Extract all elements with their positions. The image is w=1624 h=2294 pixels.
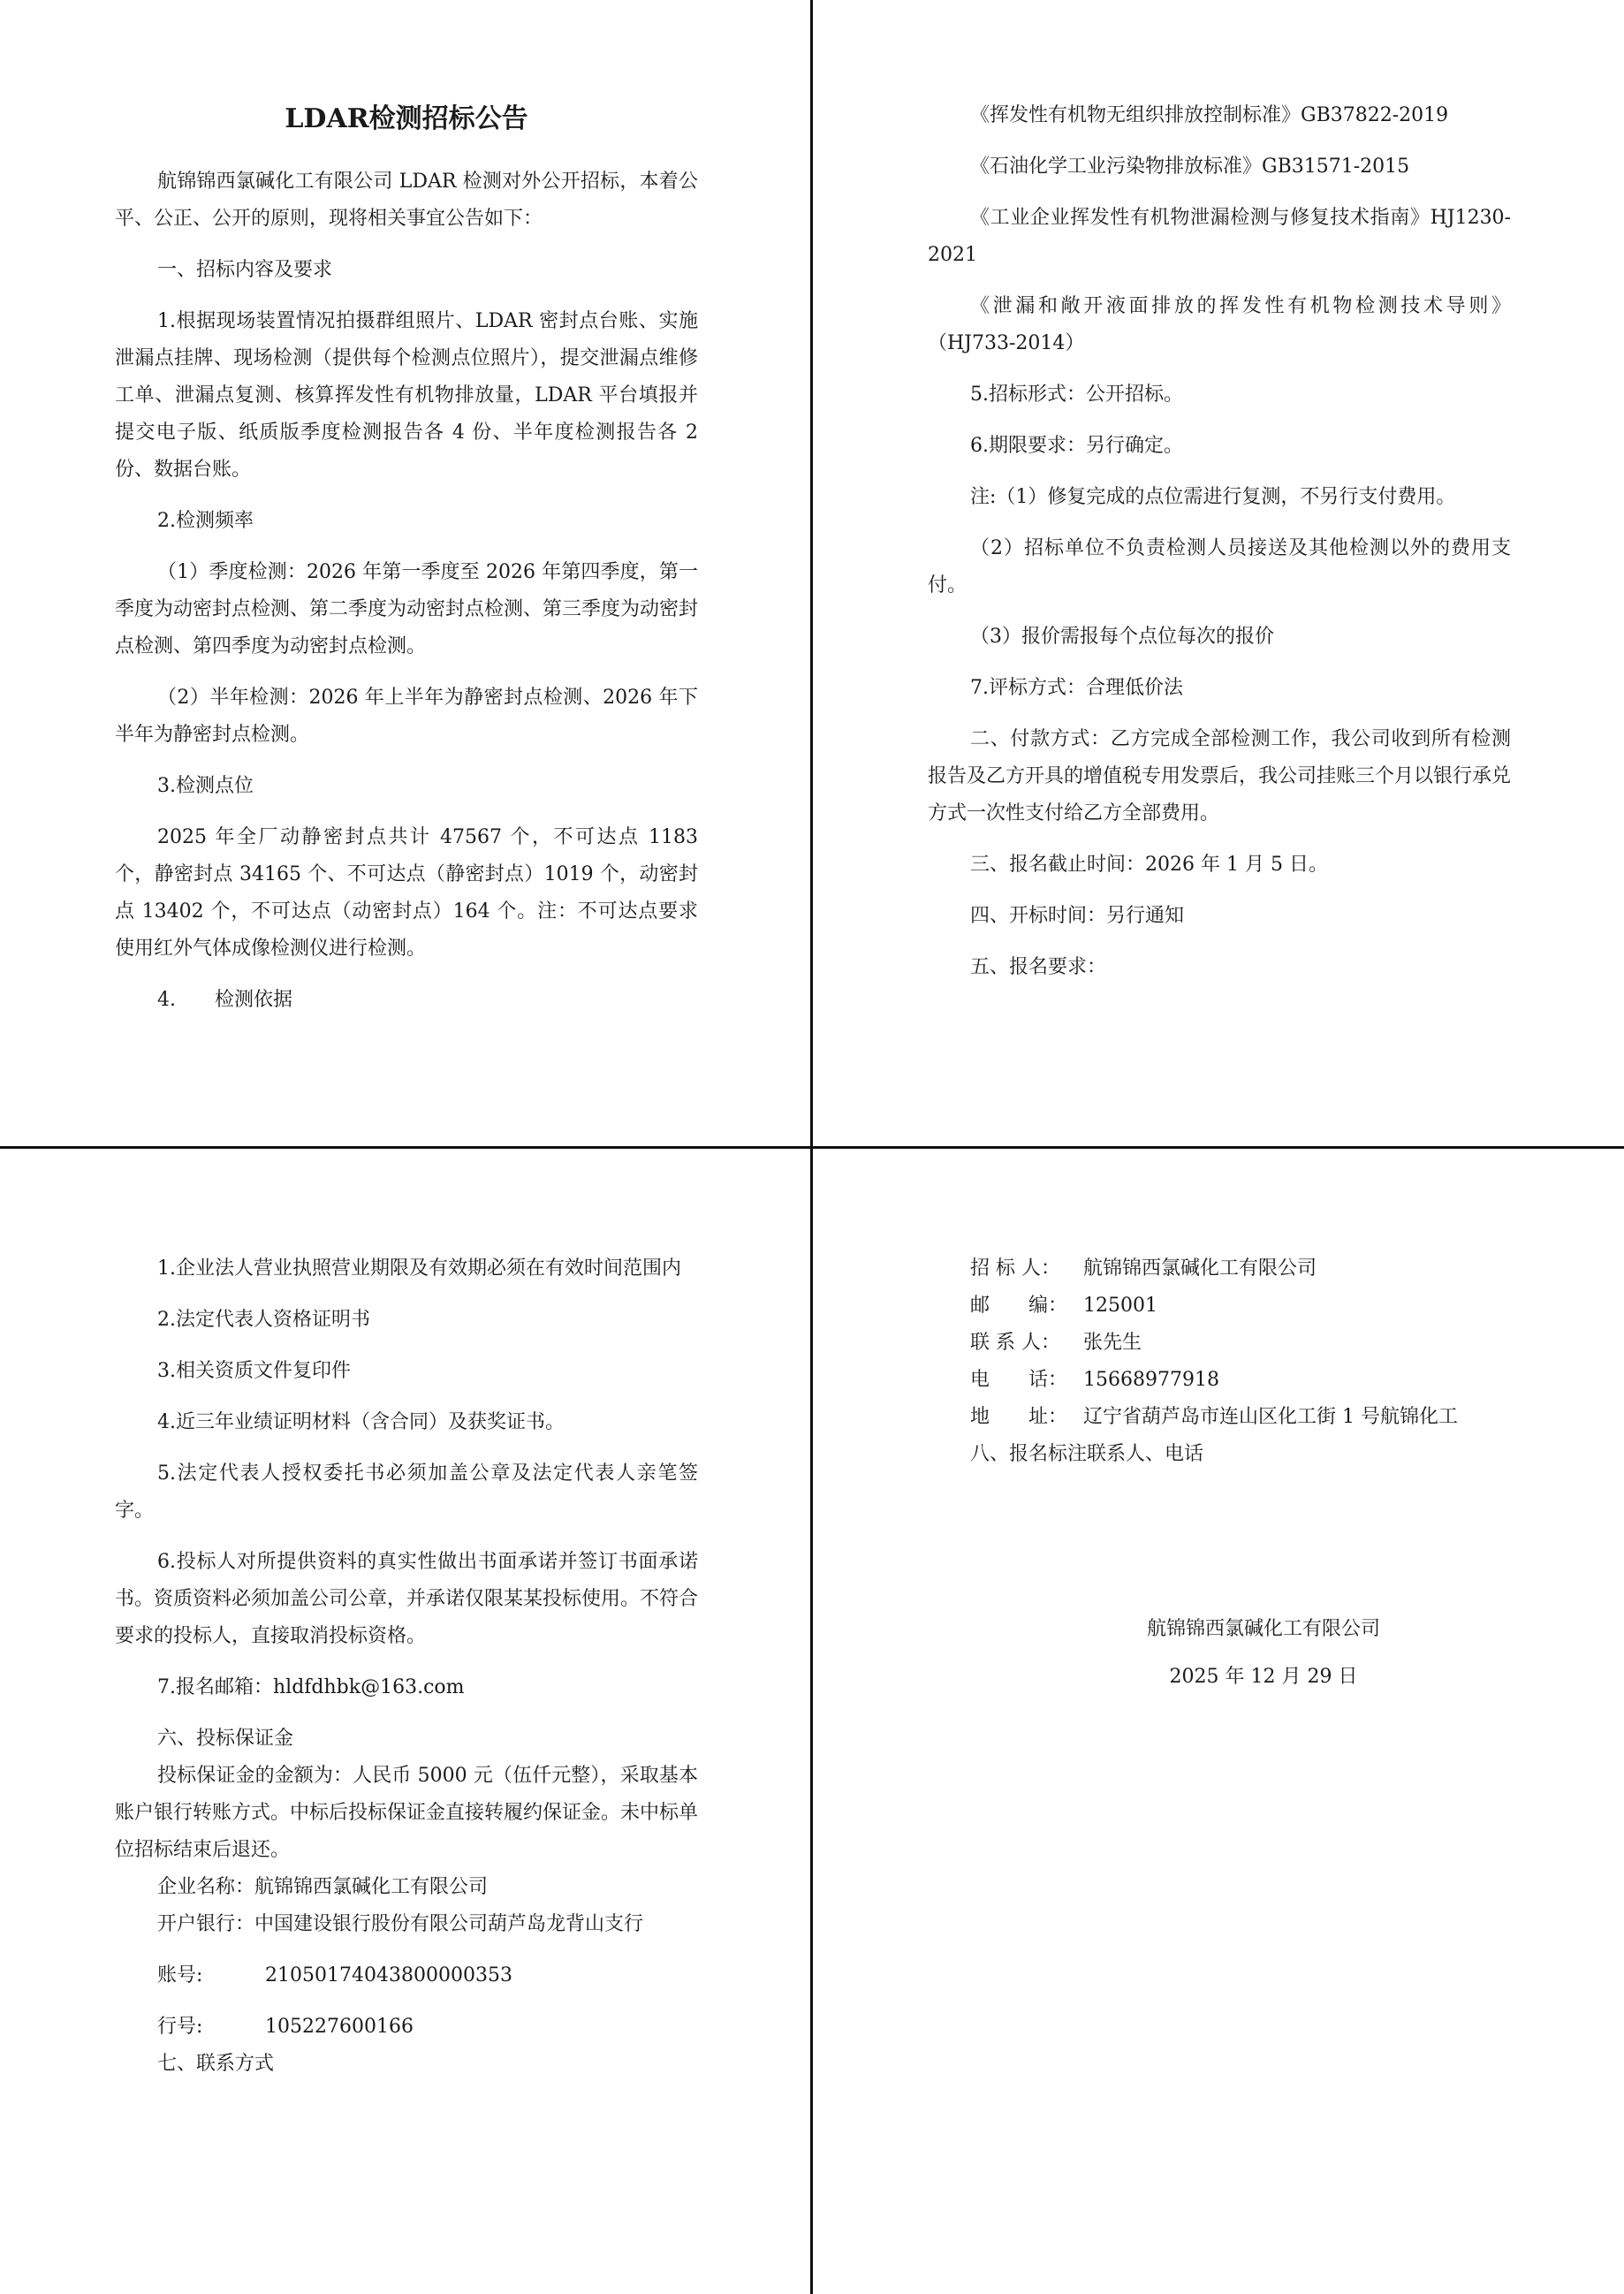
signer-company: 航锦锦西氯碱化工有限公司 — [1146, 1618, 1380, 1640]
item-6: 6.期限要求：另行确定。 — [970, 435, 1183, 457]
contact-value: 125001 — [1083, 1295, 1157, 1317]
contact-block — [928, 1250, 1511, 1436]
deposit-paragraph: 投标保证金的金额为：人民币 5000 元（伍仟元整），采取基本账户银行转账方式。中标后投标保证金直接转履约保证金。未中标单位招标结束后退还。 — [115, 1765, 699, 1861]
page-2 — [928, 97, 1511, 1000]
item-2b: （2）半年检测：2026 年上半年为静密封点检测、2026 年下半年为静密封点检测。 — [115, 687, 698, 746]
requirement-6: 6.投标人对所提供资料的真实性做出书面承诺并签订书面承诺书。资质资料必须加盖公司公章，并承诺仅限某某投标使用。不符合要求的投标人，直接取消投标资格。 — [115, 1551, 699, 1647]
standard-3: 《工业企业挥发性有机物泄漏检测与修复技术指南》HJ1230-2021 — [928, 207, 1511, 266]
item-4-heading: 4. 检测依据 — [157, 989, 292, 1011]
contact-row-phone — [970, 1362, 1511, 1399]
item-1: 1.根据现场装置情况拍摄群组照片、LDAR 密封点台账、实施泄漏点挂牌、现场检测（提供每个检测点位照片），提交泄漏点维修工单、泄漏点复测、核算挥发性有机物排放量，LDAR 平台填报并提交电子版、纸质版季度检测报告各 4 份、半年度检测报告各 2 份、数据台账。 — [115, 310, 698, 481]
requirement-7-email: 7.报名邮箱：hldfdhbk@163.com — [157, 1676, 465, 1698]
section-5-heading: 五、报名要求： — [970, 956, 1107, 978]
requirement-1: 1.企业法人营业执照营业期限及有效期必须在有效时间范围内 — [157, 1257, 681, 1280]
standard-2: 《石油化学工业污染物排放标准》GB31571-2015 — [970, 156, 1410, 178]
requirement-3: 3.相关资质文件复印件 — [157, 1360, 351, 1382]
bank-number-row — [115, 2009, 698, 2046]
contact-row-postcode — [970, 1288, 1511, 1325]
requirement-4: 4.近三年业绩证明材料（含合同）及获奖证书。 — [157, 1411, 565, 1433]
section-3-deadline: 三、报名截止时间：2026 年 1 月 5 日。 — [970, 854, 1328, 876]
page-4 — [928, 1250, 1511, 1696]
requirement-2: 2.法定代表人资格证明书 — [157, 1309, 370, 1331]
contact-row-person — [970, 1325, 1511, 1362]
account-number: 21050174043800000353 — [265, 1964, 512, 1986]
section-7-heading: 七、联系方式 — [157, 2053, 275, 2075]
contact-label: 联 系 人： — [970, 1332, 1060, 1354]
section-2-payment: 二、付款方式：乙方完成全部检测工作，我公司收到所有检测报告及乙方开具的增值税专用发票后，我公司挂账三个月以银行承兑方式一次性支付给乙方全部费用。 — [928, 728, 1512, 824]
contact-label: 地 址： — [970, 1406, 1068, 1428]
contact-value: 航锦锦西氯碱化工有限公司 — [1083, 1257, 1317, 1280]
section-4-opening: 四、开标时间：另行通知 — [970, 905, 1185, 927]
account-label: 账号: — [157, 1964, 203, 1986]
item-7: 7.评标方式：合理低价法 — [970, 677, 1183, 699]
company-name: 企业名称：航锦锦西氯碱化工有限公司 — [157, 1876, 489, 1898]
contact-row-address — [970, 1399, 1511, 1436]
account-row — [115, 1957, 698, 1994]
item-3-heading: 3.检测点位 — [157, 775, 254, 797]
section-8-heading: 八、报名标注联系人、电话 — [970, 1443, 1204, 1465]
bank-number-label: 行号: — [157, 2016, 203, 2038]
page-1 — [115, 93, 698, 1033]
document-title: LDAR检测招标公告 — [285, 103, 528, 134]
page-3 — [115, 1250, 698, 2083]
bank-number: 105227600166 — [265, 2016, 414, 2038]
item-3a: 2025 年全厂动静密封点共计 47567 个，不可达点 1183 个，静密封点 34165 个、不可达点（静密封点）1019 个，动密封点 13402 个，不可达点（动密封点）164 个。注：不可达点要求使用红外气体成像检测仪进行检测。 — [115, 826, 698, 960]
intro-paragraph: 航锦锦西氯碱化工有限公司 LDAR 检测对外公开招标，本着公平、公正、公开的原则，现将相关事宜公告如下： — [115, 171, 698, 230]
item-2a: （1）季度检测：2026 年第一季度至 2026 年第四季度，第一季度为动密封点检测、第二季度为动密封点检测、第三季度为动密封点检测、第四季度为动密封点检测。 — [115, 561, 699, 657]
requirement-5: 5.法定代表人授权委托书必须加盖公章及法定代表人亲笔签字。 — [115, 1462, 698, 1522]
signing-date: 2025 年 12 月 29 日 — [1169, 1666, 1358, 1688]
item-5: 5.招标形式：公开招标。 — [970, 384, 1183, 406]
note-2: （2）招标单位不负责检测人员接送及其他检测以外的费用支付。 — [928, 537, 1511, 596]
bank-name: 开户银行：中国建设银行股份有限公司葫芦岛龙背山支行 — [157, 1913, 644, 1935]
contact-value: 张先生 — [1083, 1332, 1142, 1354]
item-2-heading: 2.检测频率 — [157, 510, 254, 532]
contact-value: 15668977918 — [1083, 1369, 1219, 1391]
note-1: 注:（1）修复完成的点位需进行复测，不另行支付费用。 — [970, 486, 1456, 508]
horizontal-page-divider — [0, 1146, 1624, 1149]
section-6-heading: 六、投标保证金 — [157, 1728, 294, 1750]
contact-label: 邮 编： — [970, 1295, 1068, 1317]
standard-1: 《挥发性有机物无组织排放控制标准》GB37822-2019 — [970, 104, 1449, 126]
contact-label: 电 话： — [970, 1369, 1068, 1391]
note-3: （3）报价需报每个点位每次的报价 — [970, 626, 1274, 648]
section-1-heading: 一、招标内容及要求 — [157, 259, 333, 281]
contact-row-tenderer — [970, 1250, 1511, 1288]
contact-value: 辽宁省葫芦岛市连山区化工街 1 号航锦化工 — [1083, 1406, 1458, 1428]
contact-label: 招 标 人： — [970, 1257, 1060, 1280]
standard-4: 《泄漏和敞开液面排放的挥发性有机物检测技术导则》（HJ733-2014） — [928, 295, 1511, 354]
